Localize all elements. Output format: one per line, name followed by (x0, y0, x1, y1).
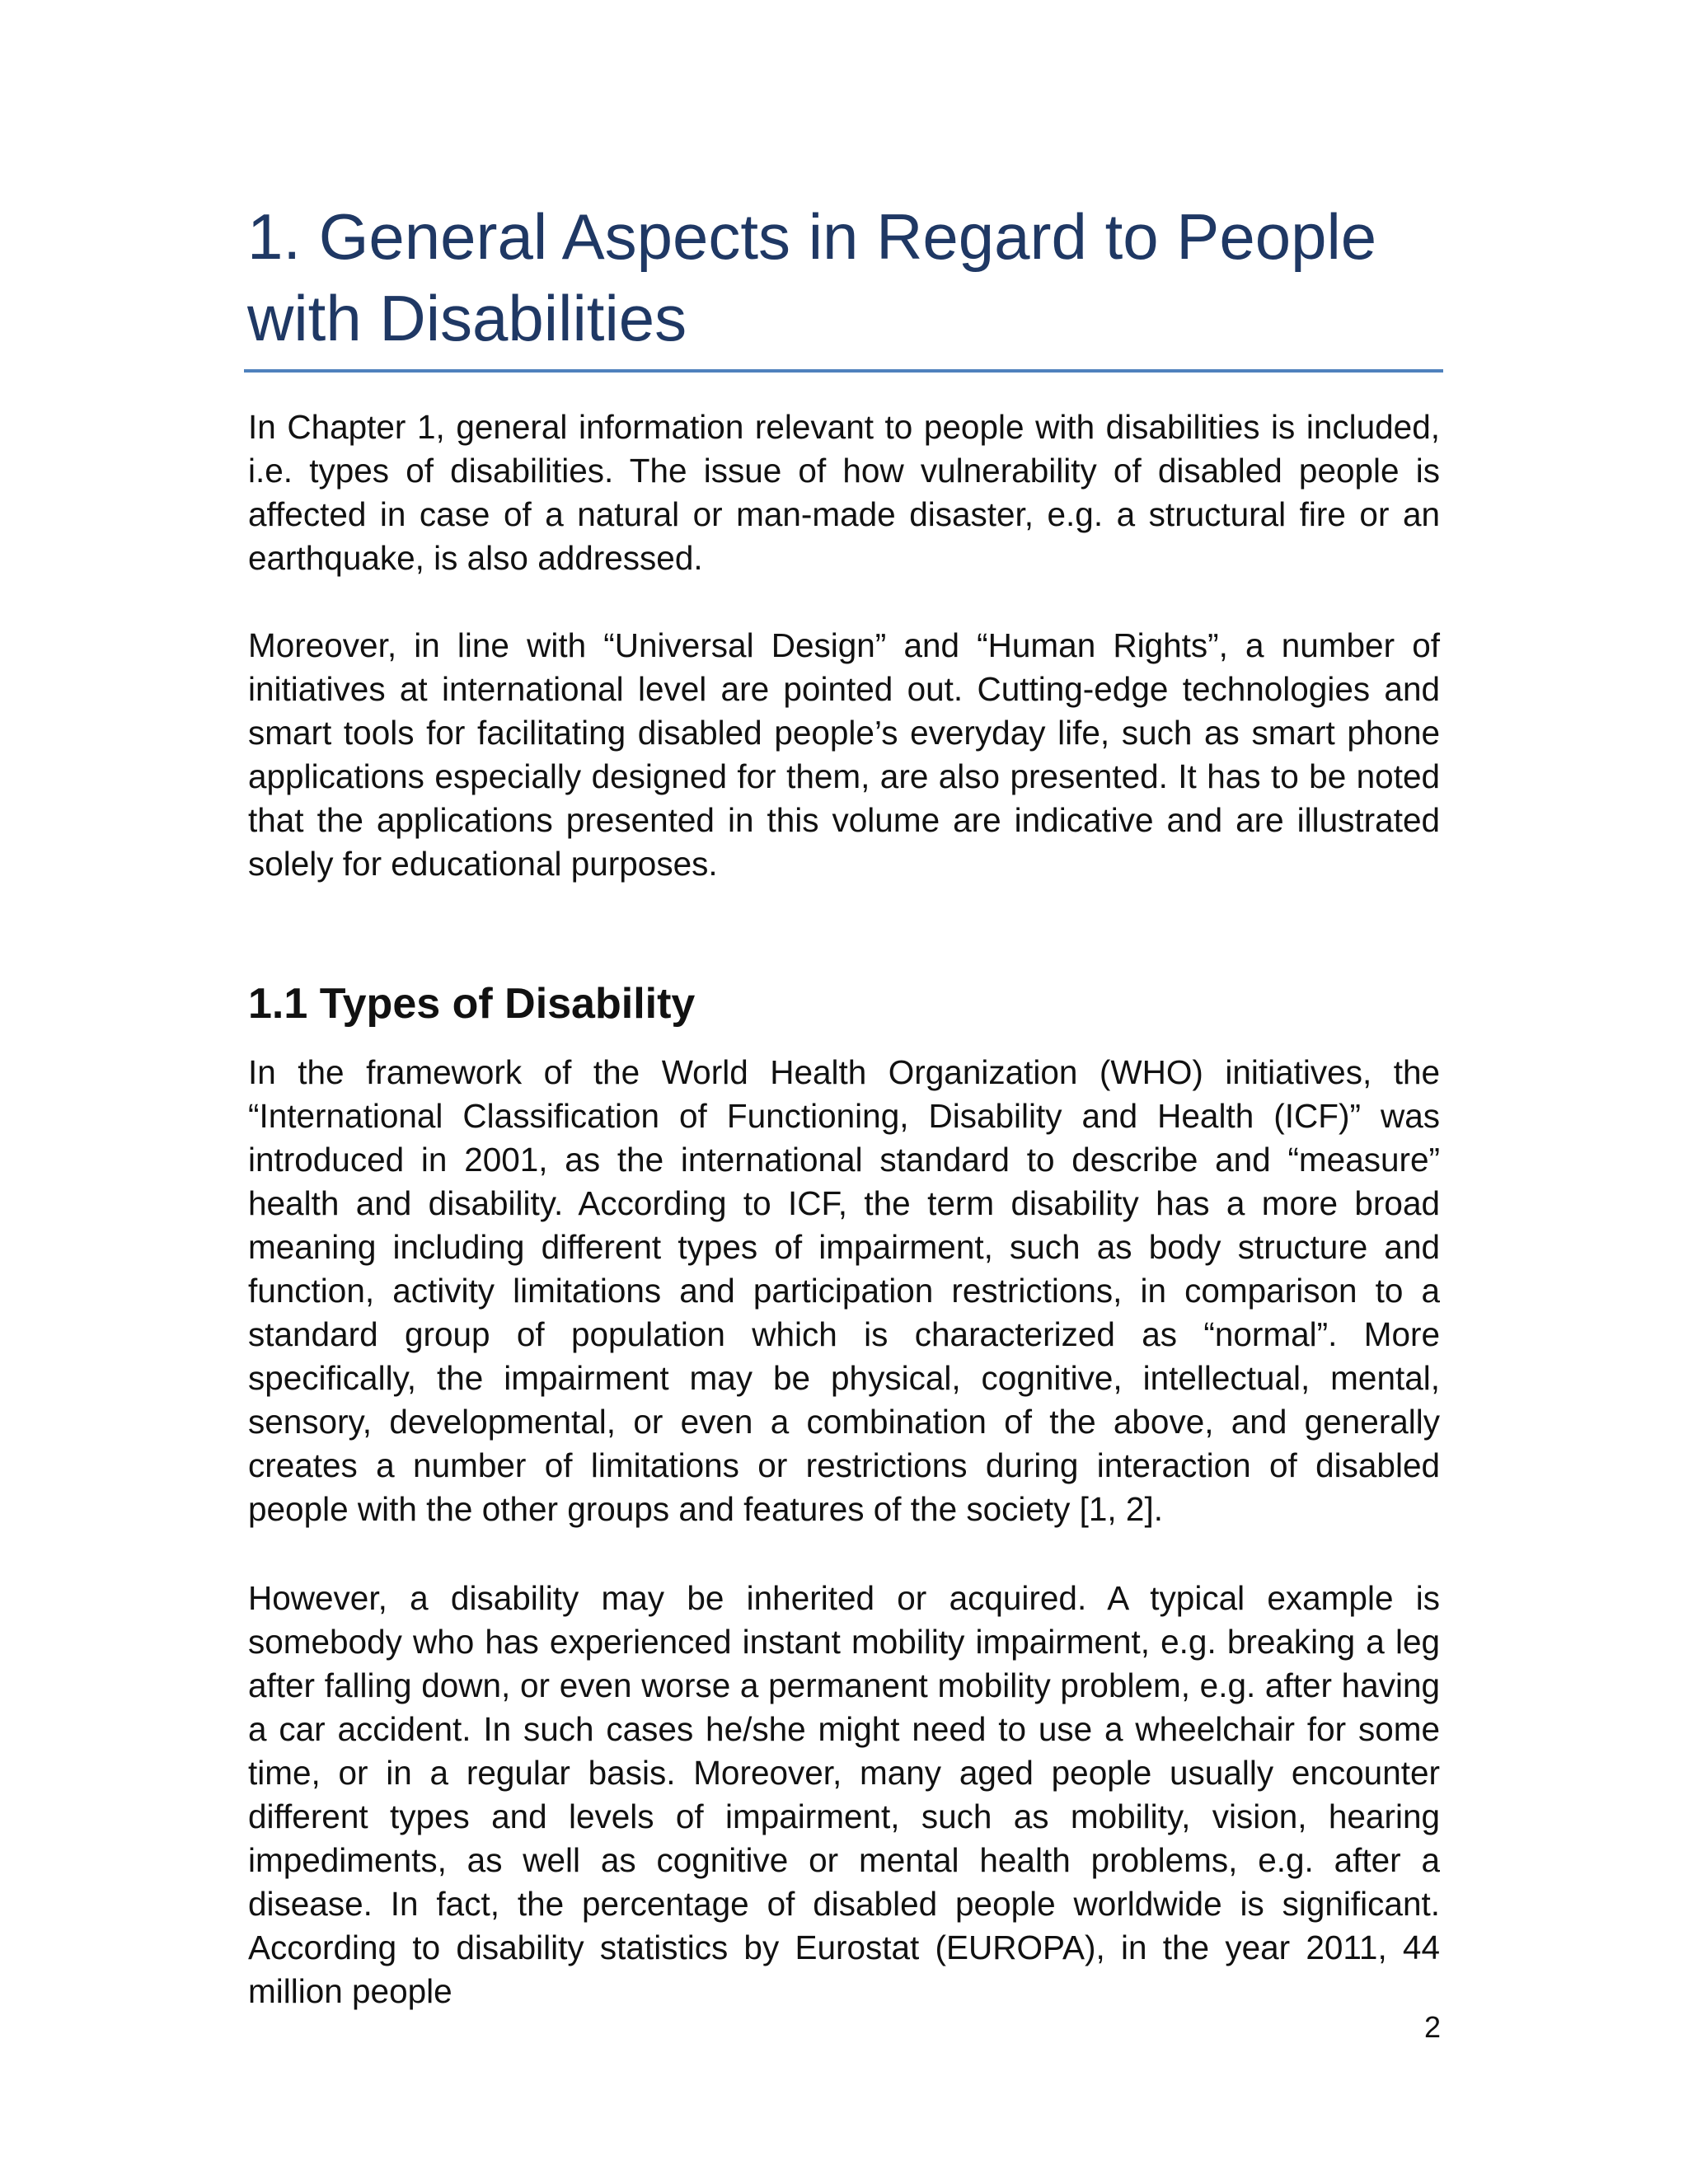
section-paragraph: However, a disability may be inherited or acquired. A typical example is somebody who has experienced instant mobility impairment, e.g. breaking a leg after falling down, or even worse a permanent mobility problem, e.g. after having a car accident. In such cases he/she might need to use a wheelchair for some time, or in a regular basis. Moreover, many aged people usually encounter different types and levels of impairment, such as mobility, vision, hearing impediments, as well as cognitive or mental health problems, e.g. after a disease. In fact, the percentage of disabled people worldwide is significant. According to disability statistics by Eurostat (EUROPA), in the year 2011, 44 million people (248, 1579, 1440, 2010)
title-divider (244, 369, 1443, 373)
intro-paragraph: In Chapter 1, general information relevant to people with disabilities is included, i.e. types of disabilities. The issue of how vulnerability of disabled people is affected in case of a natural or man-made disaster, e.g. a structural fire or an earthquake, is also addressed. (248, 408, 1440, 577)
section-heading: 1.1 Types of Disability (248, 980, 696, 1028)
chapter-title: 1. General Aspects in Regard to People with Disabilities (247, 200, 1377, 354)
section-paragraph: In the framework of the World Health Organization (WHO) initiatives, the “International Classification of Functioning, Disability and Health (ICF)” was introduced in 2001, as the international standard to describe and “measure” health and disability. According to ICF, the term disability has a more broad meaning including different types of impairment, such as body structure and function, activity limitations and participation restrictions, in comparison to a standard group of population which is characterized as “normal”. More specifically, the impairment may be physical, cognitive, intellectual, mental, sensory, developmental, or even a combination of the above, and generally creates a number of limitations or restrictions during interaction of disabled people with the other groups and features of the society [1, 2]. (248, 1053, 1440, 1528)
page-number: 2 (1423, 2010, 1441, 2044)
intro-paragraph: Moreover, in line with “Universal Design” and “Human Rights”, a number of initiatives at international level are pointed out. Cutting-edge technologies and smart tools for facilitating disabled people’s everyday life, such as smart phone applications especially designed for them, are also presented. It has to be noted that the applications presented in this volume are indicative and are illustrated solely for educational purposes. (248, 626, 1440, 883)
